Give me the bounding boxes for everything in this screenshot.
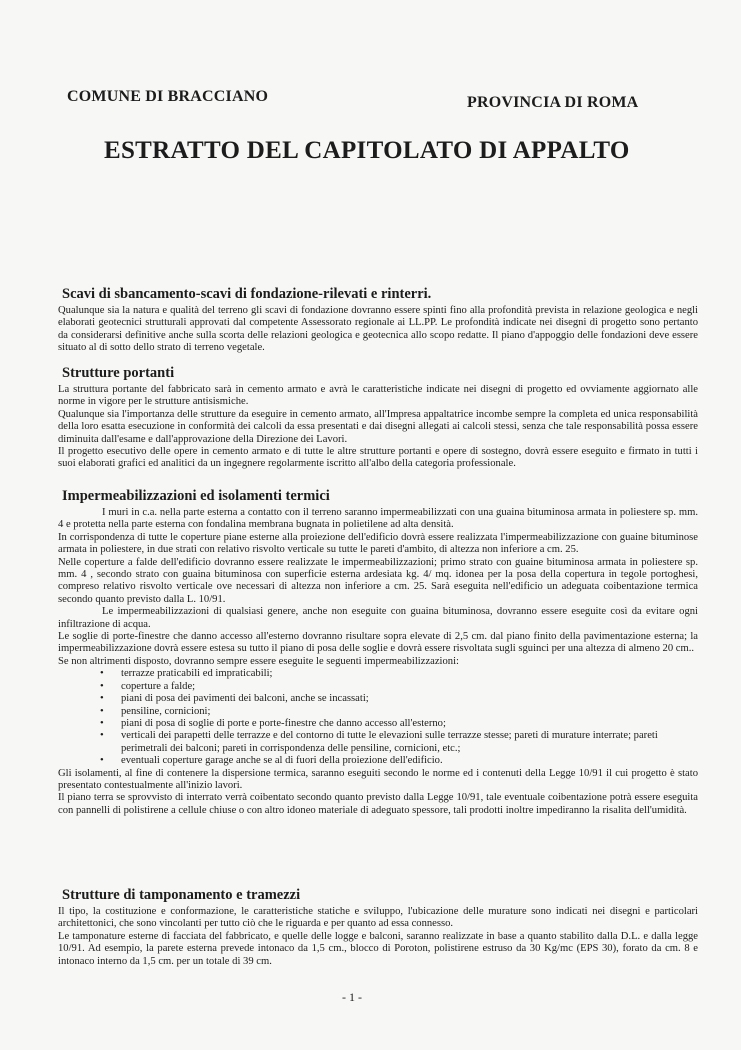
paragraph: Il progetto esecutivo delle opere in cemento armato e di tutte le altre strutture portanti e opere di sostegno, dovrà essere eseguito e firmato in tutti i suoi elaborati grafici ed analitici da un ingegnere regolarmente iscritto all'albo della categoria professionale. [58,446,698,470]
paragraph: Il piano terra se sprovvisto di interrato verrà coibentato secondo quanto previsto dalla Legge 10/91, tale eventuale coibentazione potrà essere eseguita con pannelli di polistirene a cellule chiuse o con altro idoneo materiale di adeguato spessore, tali prodotti inoltre impediranno la risalita dell'umidità. [58,792,698,816]
paragraph: In corrispondenza di tutte le coperture piane esterne alla proiezione dell'edificio dovrà essere realizzata l'impermeabilizzazione con guaine bituminose armata in poliestere, in due strati con relativo risvolto verticale su tutte le pareti d'ambito, di altezza non inferiore a cm. 25. [58,531,698,556]
paragraph: Il tipo, la costituzione e conformazione, le caratteristiche statiche e sviluppo, l'ubicazione delle murature sono indicati nei disegni e particolari architettonici, che sono vincolanti per tutto ciò che le riguarda e per quanto ad essa connesso. [58,906,698,930]
paragraph: Le soglie di porte-finestre che danno accesso all'esterno dovranno risultare sopra elevate di 2,5 cm. dal piano finito della pavimentazione esterna; la impermeabilizzazione dovrà essere estesa su tutto il piano di posa delle soglie e dovrà essere risvoltata sugli sguinci per una altezza di almeno 20 cm.. [58,631,698,655]
provincia-header: PROVINCIA DI ROMA [467,94,639,111]
paragraph: Se non altrimenti disposto, dovranno sempre essere eseguite le seguenti impermeabilizzazioni: [58,655,459,667]
section-heading: Impermeabilizzazioni ed isolamenti termici [62,488,330,504]
paragraph: Nelle coperture a falde dell'edificio dovranno essere realizzate le impermeabilizzazioni; primo strato con guaine bituminosa armata in poliestere sp. mm. 4 , secondo strato con guaina bituminosa con superficie esterna ardesiata kg. 4/ mq. idonea per la posa della copertura in tegole portoghesi, compreso relativo risvolto verticale ove necessari di altezza non inferiore a cm. 25. Sarà eseguita nell'edificio un adeguata coibentazione termica secondo quanto previsto dalla L. 10/91. [58,556,698,605]
list-item: • coperture a falde; [100,681,698,693]
page-number: - 1 - [342,990,362,1004]
paragraph: Le impermeabilizzazioni di qualsiasi genere, anche non eseguite con guaina bituminosa, dovranno essere eseguite così da evitare ogni infiltrazione di acqua. [58,606,698,630]
document-title: ESTRATTO DEL CAPITOLATO DI APPALTO [104,137,630,164]
bullet-list [58,668,698,767]
section-scavi [58,286,698,355]
comune-header: COMUNE DI BRACCIANO [67,88,269,105]
paragraph: Le tamponature esterne di facciata del fabbricato, e quelle delle logge e balconi, saranno realizzate in base a quanto stabilito dalla D.L. e dalla legge 10/91. Ad esempio, la parete esterna prevede intonaco da 1,5 cm., blocco di Poroton, polistirene estruso da 30 Kg/mc (EPS 30), forato da cm. 8 e intonaco interno da 1,5 cm. per un totale di 39 cm. [58,930,698,967]
paragraph: I muri in c.a. nella parte esterna a contatto con il terreno saranno impermeabilizzati con una guaina bituminosa armata in poliestere sp. mm. 4 e protetta nella parte esterna con fondalina membrana bugnata in polietilene ad alta densità. [58,507,698,531]
paragraph: Qualunque sia l'importanza delle strutture da eseguire in cemento armato, all'Impresa appaltatrice incombe sempre la completa ed unica responsabilità della loro esatta esecuzione in conformità dei calcoli da essa presentati e dai disegni allegati ai calcoli stessi, senza che tale responsabilità possa essere diminuita dall'esame e dall'approvazione della Direzione dei Lavori. [58,408,698,445]
list-item: • piani di posa di soglie di porte e porte-finestre che danno accesso all'esterno; [100,718,698,730]
section-heading: Scavi di sbancamento-scavi di fondazione-rilevati e rinterri. [62,286,432,302]
section-tamponamento [58,887,698,968]
section-strutture-portanti [58,365,698,471]
list-item: • eventuali coperture garage anche se al di fuori della proiezione dell'edificio. [100,755,698,767]
section-heading: Strutture portanti [62,365,175,381]
paragraph: Qualunque sia la natura e qualità del terreno gli scavi di fondazione dovranno essere spinti fino alla profondità prevista in relazione geologica e negli elaborati geotecnici strutturali approvati dal competente Assessorato regionale ai LL.PP. Le profondità indicate nei disegni di progetto sono pertanto da considerarsi definitive anche sulla scorta delle relazioni geologica e geotecnica allo scopo redatte. Il piano d'appoggio delle fondazioni deve essere situato al di sotto dello strato di terreno vegetale. [58,305,698,354]
list-item: • pensiline, cornicioni; [100,706,698,718]
list-item: • terrazze praticabili ed impraticabili; [100,668,698,680]
section-impermeabilizzazioni [58,488,698,817]
section-heading: Strutture di tamponamento e tramezzi [62,887,301,903]
list-item: • verticali dei parapetti delle terrazze e del contorno di tutte le elevazioni sulle terrazze stesse; pareti di murature interrate; pareti perimetrali dei balconi; pareti in corrispondenza delle pensiline, cornicioni, etc.; [100,730,698,755]
list-item: • piani di posa dei pavimenti dei balconi, anche se incassati; [100,693,698,705]
paragraph: Gli isolamenti, al fine di contenere la dispersione termica, saranno eseguiti secondo le norme ed i contenuti della Legge 10/91 il cui progetto è stato presentato contestualmente all'inizio lavori. [58,767,698,791]
paragraph: La struttura portante del fabbricato sarà in cemento armato e avrà le caratteristiche indicate nei disegni di progetto ed ovviamente aggiornato alle norme in vigore per le strutture antisismiche. [58,384,698,408]
